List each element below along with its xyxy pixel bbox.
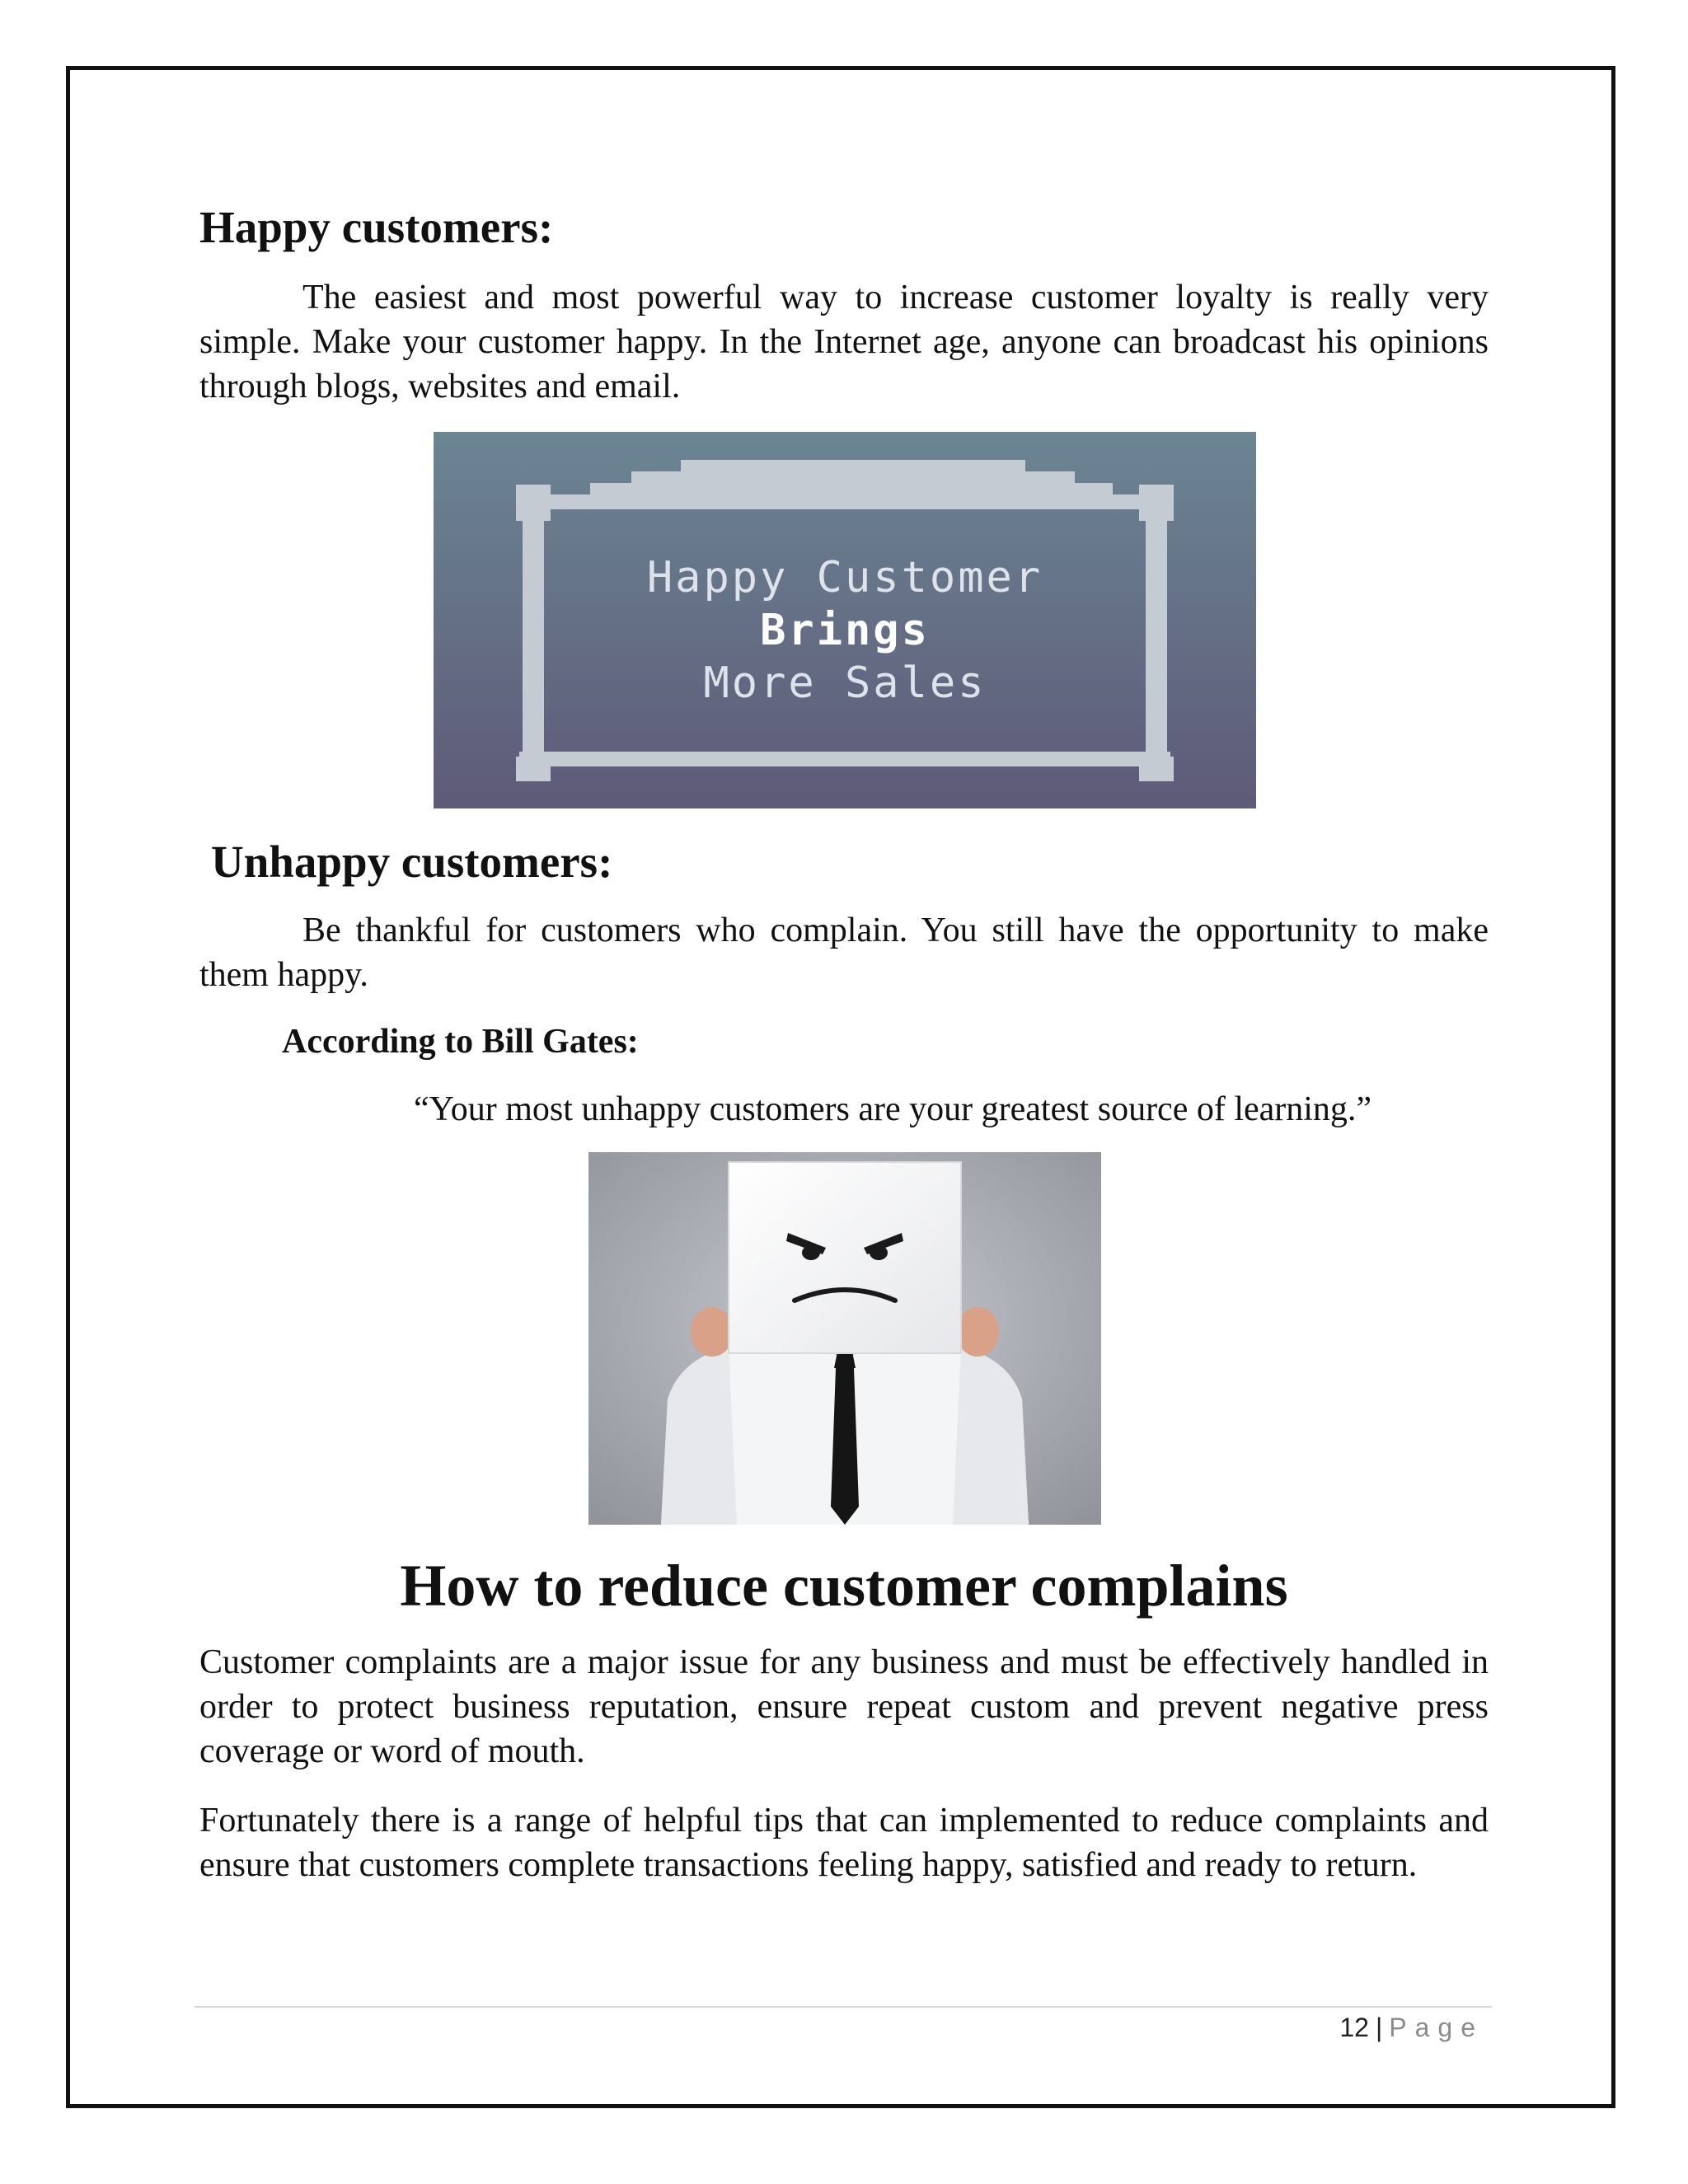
sign-line-3: More Sales: [703, 658, 987, 708]
page-number: 12: [1339, 2013, 1369, 2042]
reduce-paragraph-2: Fortunately there is a range of helpful tips that can implemented to reduce complaints and ensure that customers complete transactions feeling happy, satisfied and ready to return.: [199, 1802, 1489, 1884]
footer-rule: [195, 2006, 1492, 2008]
page-label: Page: [1389, 2013, 1484, 2042]
sign-line-2: Brings: [760, 606, 930, 655]
angry-face-sign-image: [588, 1152, 1101, 1525]
happy-customers-heading: Happy customers:: [199, 202, 554, 252]
happy-customers-paragraph: The easiest and most powerful way to increase customer loyalty is really very simple. Make your customer happy. In the Internet age, anyone can broadcast his opinions through blogs, websites and email.: [199, 279, 1489, 405]
unhappy-customers-heading: Unhappy customers:: [211, 837, 613, 887]
footer-separator: |: [1375, 2013, 1383, 2042]
page-footer: [1339, 2013, 1484, 2043]
unhappy-customers-paragraph: Be thankful for customers who complain. You still have the opportunity to make them happy.: [199, 912, 1489, 994]
reduce-complaints-title: How to reduce customer complains: [400, 1553, 1288, 1619]
reduce-paragraph-1: Customer complaints are a major issue for any business and must be effectively handled in order to protect business reputation, ensure repeat custom and prevent negative press coverage or word of mouth.: [199, 1643, 1489, 1770]
bill-gates-quote: “Your most unhappy customers are your greatest source of learning.”: [414, 1090, 1372, 1128]
bill-gates-attribution: According to Bill Gates:: [282, 1023, 639, 1061]
happy-customer-sign-image: [434, 432, 1256, 808]
sign-line-1: Happy Customer: [646, 553, 1043, 602]
